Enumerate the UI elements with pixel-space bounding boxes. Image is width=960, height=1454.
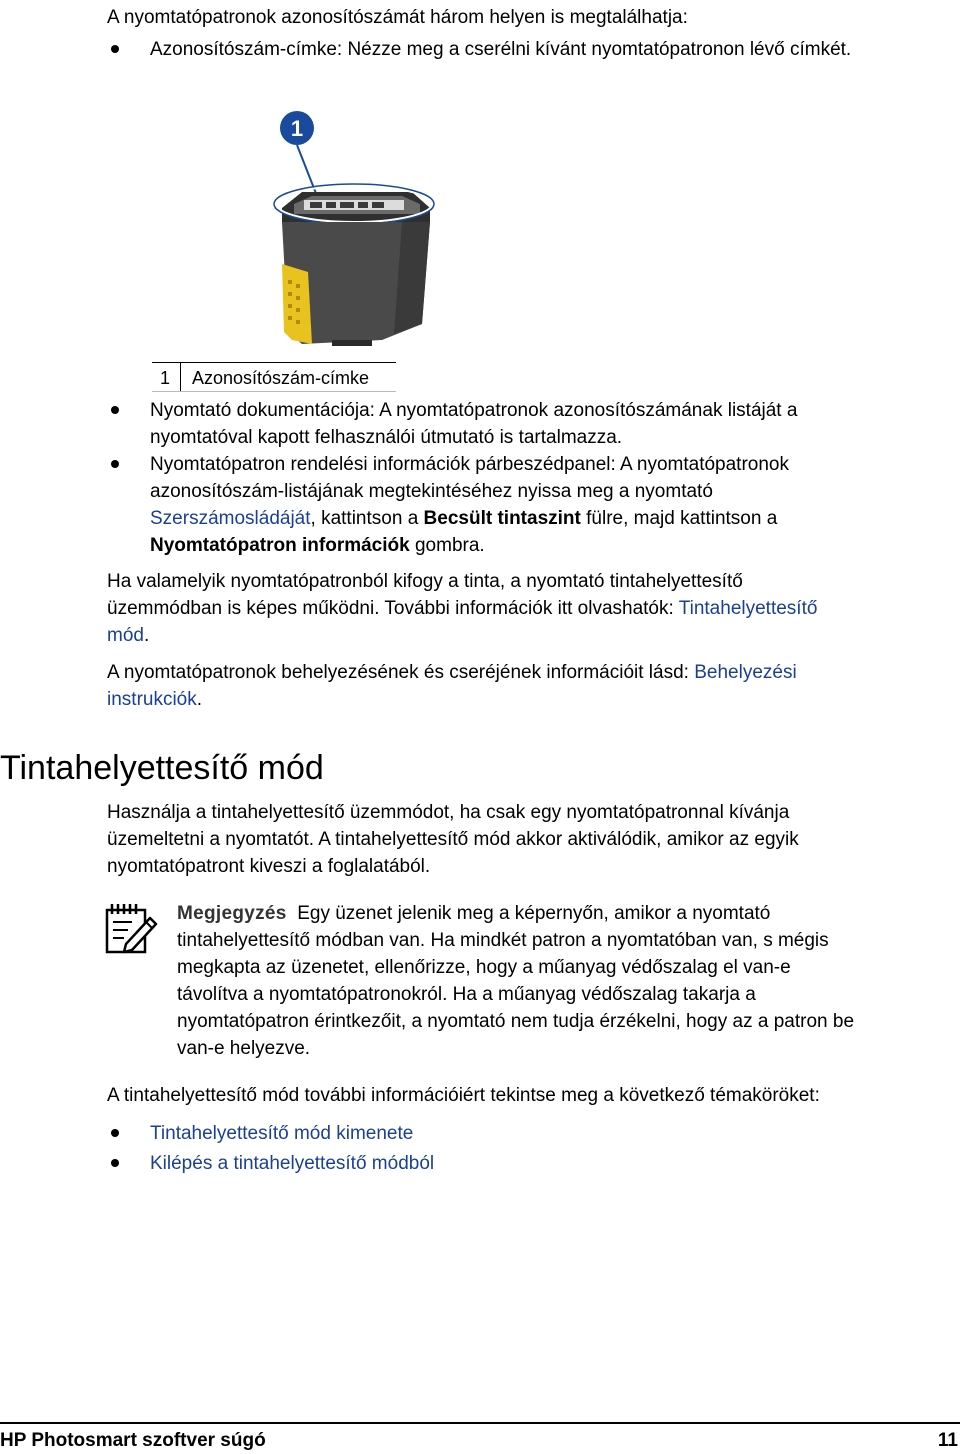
ink-level-tab-label: Becsült tintaszint <box>423 508 581 529</box>
section-para-line3: nyomtatópatront kiveszi a foglalatából. <box>107 856 431 877</box>
footer-rule <box>0 1422 960 1424</box>
bullet-order-line3 <box>150 505 777 532</box>
bullet-order-line4 <box>150 532 485 559</box>
bullet-order-line2: azonosítószám-listájának megtekintéséhez nyissa meg a nyomtató <box>150 481 713 502</box>
bullet-icon <box>111 1159 119 1167</box>
reserve-para-line2 <box>107 595 817 622</box>
section-title: Tintahelyettesítő mód <box>0 749 324 787</box>
reserve-para-line3 <box>107 622 149 649</box>
note-line1 <box>177 900 770 927</box>
section-para-line2: üzemeltetni a nyomtatót. A tintahelyettesítő mód akkor aktiválódik, amikor az egyik <box>107 829 799 850</box>
note-line3: megkapta az üzenetet, ellenőrizze, hogy a műanyag védőszalag el van-e <box>177 957 791 978</box>
text-span: . <box>196 689 203 710</box>
bullet-doc-line2: nyomtatóval kapott felhasználói útmutató is tartalmazza. <box>150 427 623 448</box>
text-span: fülre, majd kattintson a <box>580 508 778 529</box>
more-info-text: A tintahelyettesítő mód további információiért tekintse meg a következő témaköröket: <box>107 1085 820 1106</box>
text-span: A nyomtatópatronok behelyezésének és cseréjének információit lásd: <box>107 662 695 683</box>
callout-number: 1 <box>290 116 304 141</box>
bullet-doc-line1: Nyomtató dokumentációja: A nyomtatópatronok azonosítószámának listáját a <box>150 400 798 421</box>
text-span: Egy üzenet jelenik meg a képernyőn, amikor a nyomtató <box>297 903 771 924</box>
bullet-order-line1: Nyomtatópatron rendelési információk párbeszédpanel: A nyomtatópatronok <box>150 454 789 475</box>
text-span: üzemmódban is képes működni. További információk itt olvashatók: <box>107 598 679 619</box>
text-span: , kattintson a <box>310 508 424 529</box>
related-link-output[interactable]: Tintahelyettesítő mód kimenete <box>150 1123 414 1144</box>
bullet-icon <box>111 406 119 414</box>
caption-divider <box>180 363 181 391</box>
caption-number: 1 <box>160 368 171 388</box>
note-line4: távolítva a nyomtatópatronokról. Ha a műanyag védőszalag takarja a <box>177 984 756 1005</box>
figure-caption <box>152 362 396 392</box>
install-instructions-link-cont[interactable]: instrukciók <box>107 689 197 710</box>
note-line5: nyomtatópatron érintkezőit, a nyomtató nem tudja érzékelni, hogy az a patron be <box>177 1011 855 1032</box>
install-instructions-link[interactable]: Behelyezési <box>694 662 797 683</box>
related-link-exit[interactable]: Kilépés a tintahelyettesítő módból <box>150 1153 435 1174</box>
reserve-para-line1: Ha valamelyik nyomtatópatronból kifogy a tinta, a nyomtató tintahelyettesítő <box>107 571 743 592</box>
bullet-icon <box>111 45 119 53</box>
reserve-mode-link[interactable]: Tintahelyettesítő <box>678 598 818 619</box>
page-number: 11 <box>937 1430 958 1451</box>
caption-text: Azonosítószám-címke <box>192 368 370 388</box>
text-span: . <box>143 625 150 646</box>
note-line2: tintahelyettesítő módban van. Ha mindkét patron a nyomtatóban van, s mégis <box>177 930 829 951</box>
note-label: Megjegyzés <box>177 903 287 924</box>
note-line6: van-e helyezve. <box>177 1038 311 1059</box>
intro-text: A nyomtatópatronok azonosítószámát három helyen is megtalálhatja: <box>107 7 688 28</box>
reserve-mode-link-cont[interactable]: mód <box>107 625 144 646</box>
cartridge-illustration <box>262 104 442 350</box>
bullet-icon <box>111 460 119 468</box>
footer-title: HP Photosmart szoftver súgó <box>0 1430 266 1451</box>
cartridge-info-button-label: Nyomtatópatron információk <box>150 535 410 556</box>
bullet-id-label: Azonosítószám-címke: Nézze meg a cserélni kívánt nyomtatópatronon lévő címkét. <box>150 39 852 60</box>
text-span: gombra. <box>409 535 485 556</box>
section-para-line1: Használja a tintahelyettesítő üzemmódot, ha csak egy nyomtatópatronnal kívánja <box>107 802 790 823</box>
bullet-icon <box>111 1129 119 1137</box>
install-para-line1 <box>107 659 797 686</box>
install-para-line2 <box>107 686 202 713</box>
note-pencil-icon <box>104 902 158 954</box>
toolbox-link[interactable]: Szerszámosládáját <box>150 508 311 529</box>
